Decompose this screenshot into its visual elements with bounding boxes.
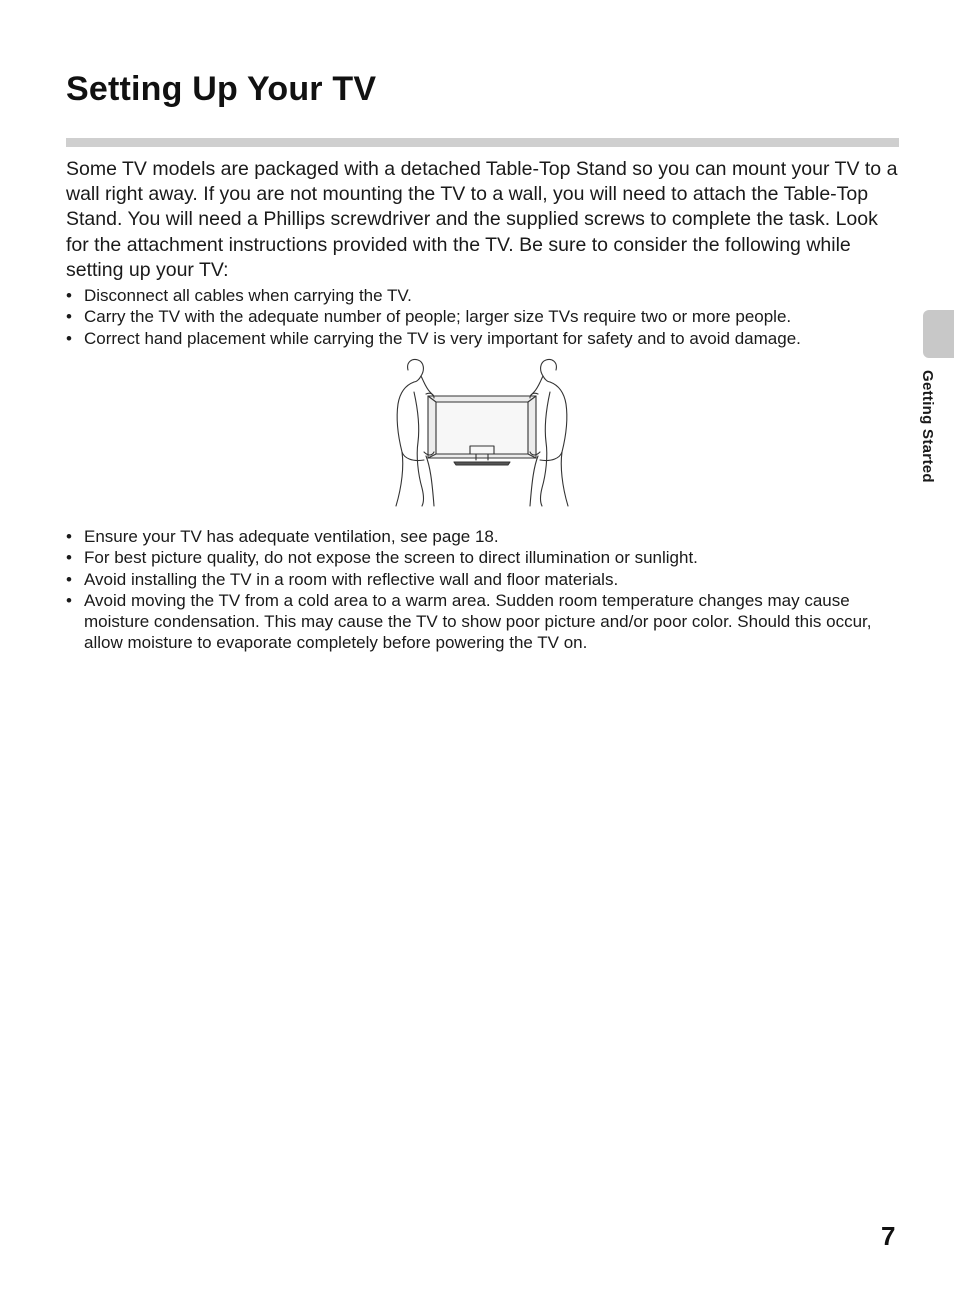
bullet-icon: •: [66, 548, 72, 568]
list-item-text: Correct hand placement while carrying the TV is very important for safety and to avoid damage.: [84, 328, 801, 348]
section-label: Getting Started: [919, 370, 936, 483]
bullet-icon: •: [66, 527, 72, 546]
list-item-text: For best picture quality, do not expose the screen to direct illumination or sunlight.: [84, 548, 698, 568]
list-item: [66, 569, 906, 590]
bullet-icon: •: [66, 328, 72, 348]
list-item: [66, 590, 906, 654]
list-item: [66, 547, 906, 568]
section-tab-marker: [923, 310, 954, 358]
list-item-text: Avoid moving the TV from a cold area to a warm area. Sudden room temperature changes may cause moisture condensation. This may cause the TV to show poor picture and/or poor color. Should this occur, allow moisture to evaporate completely before powering the TV on.: [84, 590, 872, 653]
bullet-icon: •: [66, 590, 72, 610]
two-people-carrying-tv-illustration: [390, 356, 574, 508]
list-item-text: Avoid installing the TV in a room with reflective wall and floor materials.: [84, 569, 619, 589]
bullet-icon: •: [66, 286, 72, 305]
bullet-icon: •: [66, 307, 72, 327]
list-item: [66, 526, 906, 547]
list-item-text: Ensure your TV has adequate ventilation, see page 18.: [84, 527, 499, 546]
title-divider: [66, 138, 899, 147]
setup-tips-list: [66, 526, 906, 654]
list-item: [66, 306, 906, 327]
page-number: 7: [881, 1221, 896, 1251]
page-title: Setting Up Your TV: [66, 70, 377, 108]
carrying-tips-list: [66, 285, 906, 349]
intro-paragraph: Some TV models are packaged with a detached Table-Top Stand so you can mount your TV to a wall right away. If you are not mounting the TV to a wall, you will need to attach the Table-Top Stand. You will need a Phillips screwdriver and the supplied screws to complete the task. Look for the attachment instructions provided with the TV. Be sure to consider the following while setting up your TV:: [66, 158, 898, 281]
bullet-icon: •: [66, 569, 72, 589]
list-item: [66, 328, 906, 349]
list-item: [66, 285, 906, 306]
list-item-text: Disconnect all cables when carrying the TV.: [84, 286, 412, 305]
list-item-text: Carry the TV with the adequate number of people; larger size TVs require two or more people.: [84, 307, 792, 327]
